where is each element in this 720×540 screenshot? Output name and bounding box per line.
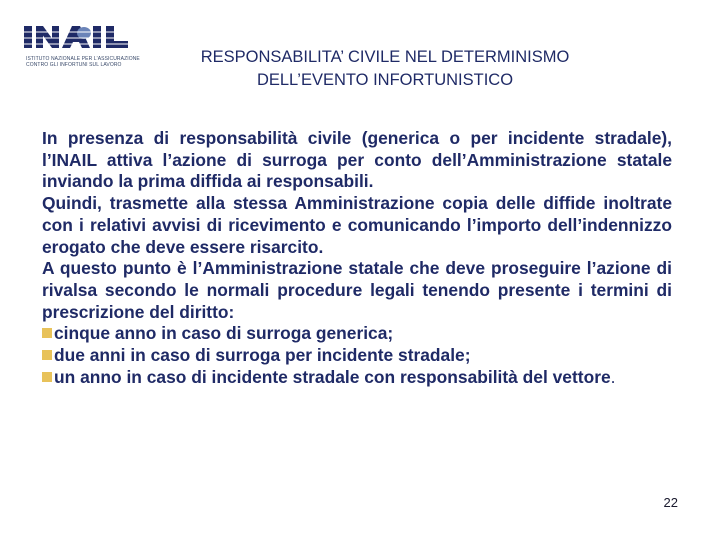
square-bullet-icon: [42, 372, 52, 382]
square-bullet-icon: [42, 328, 52, 338]
inail-logo: [22, 24, 140, 74]
logo-subtitle: [26, 56, 140, 68]
square-bullet-icon: [42, 350, 52, 360]
paragraph-1: In presenza di responsabilità civile (generica o per incidente stradale), l’INAIL attiva l’azione di surroga per conto dell’Amministrazione statale inviando la prima diffida ai responsabili.: [42, 128, 672, 192]
list-item: [42, 345, 672, 367]
title-line2: DELL’EVENTO INFORTUNISTICO: [256, 71, 514, 89]
paragraph-2: Quindi, trasmette alla stessa Amministrazione copia delle diffide inoltrate con i relativi avvisi di ricevimento e comunicando l’importo dell’indennizzo erogato che deve essere risarcito.: [42, 193, 672, 257]
list-item: [42, 367, 672, 389]
paragraph-3: A questo punto è l’Amministrazione statale che deve proseguire l’azione di rivalsa secondo le normali procedure legali tenendo presente i termini di prescrizione del diritto:: [42, 258, 672, 322]
main-content: [42, 128, 672, 388]
page-title: [150, 46, 620, 92]
list-item-text: un anno in caso di incidente stradale con responsabilità del vettore: [54, 366, 611, 387]
title-line1: RESPONSABILITA’ CIVILE NEL DETERMINISMO: [200, 48, 570, 66]
final-period: .: [610, 366, 616, 387]
list-item: [42, 323, 672, 345]
page-number: 22: [663, 495, 678, 510]
logo-subtitle-line1: ISTITUTO NAZIONALE PER L'ASSICURAZIONE: [26, 56, 140, 62]
list-item-text: due anni in caso di surroga per incidente stradale;: [54, 345, 471, 366]
list-item-text: cinque anno in caso di surroga generica;: [54, 323, 394, 344]
logo-subtitle-line2: CONTRO GLI INFORTUNI SUL LAVORO: [26, 62, 122, 68]
inail-logo-mark: [22, 24, 134, 52]
